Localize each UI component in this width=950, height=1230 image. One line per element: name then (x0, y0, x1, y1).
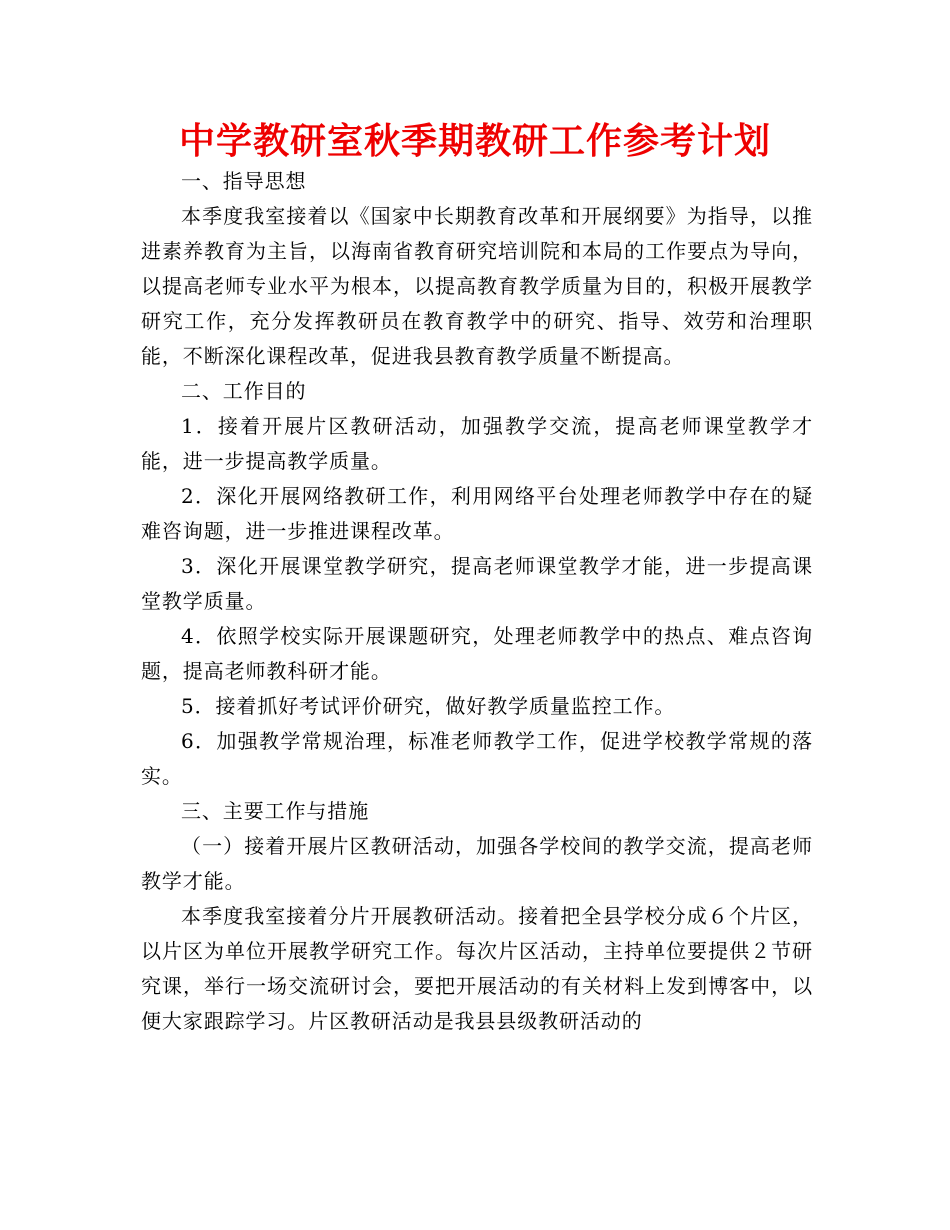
goal-item-4: 4．依照学校实际开展课题研究，处理老师教学中的热点、难点咨询题，提高老师教科研才能。 (141, 624, 813, 683)
section-heading-guiding-ideology: 一、指导思想 (181, 169, 307, 193)
goal-item-3: 3．深化开展课堂教学研究，提高老师课堂教学才能，进一步提高课堂教学质量。 (141, 554, 813, 613)
goal-item-6: 6．加强教学常规治理，标准老师教学工作，促进学校教学常规的落实。 (141, 729, 813, 788)
goal-item-5: 5．接着抓好考试评价研究，做好教学质量监控工作。 (181, 694, 676, 718)
paragraph-guiding-ideology: 本季度我室接着以《国家中长期教育改革和开展纲要》为指导，以推进素养教育为主旨，以海南省教育研究培训院和本局的工作要点为导向，以提高老师专业水平为根本，以提高教育教学质量为目的，积极开展教学研究工作，充分发挥教研员在教育教学中的研究、指导、效劳和治理职能，不断深化课程改革，促进我县教育教学质量不断提高。 (141, 204, 813, 368)
document-title: 中学教研室秋季期教研工作参考计划 (178, 121, 771, 162)
paragraph-district-research: 本季度我室接着分片开展教研活动。接着把全县学校分成６个片区，以片区为单位开展教学研究工作。每次片区活动，主持单位要提供２节研究课，举行一场交流研讨会，要把开展活动的有关材料上发到博客中，以便大家跟踪学习。片区教研活动是我县县级教研活动的 (141, 904, 813, 1033)
section-heading-main-work: 三、主要工作与措施 (181, 799, 370, 823)
section-heading-work-goals: 二、工作目的 (181, 379, 307, 403)
goal-item-1: 1．接着开展片区教研活动，加强教学交流，提高老师课堂教学才能，进一步提高教学质量。 (141, 414, 813, 473)
goal-item-2: 2．深化开展网络教研工作，利用网络平台处理老师教学中存在的疑难咨询题，进一步推进课程改革。 (141, 484, 813, 543)
document-body (141, 164, 813, 1039)
subsection-heading-1: （一）接着开展片区教研活动，加强各学校间的教学交流，提高老师教学才能。 (141, 834, 813, 893)
